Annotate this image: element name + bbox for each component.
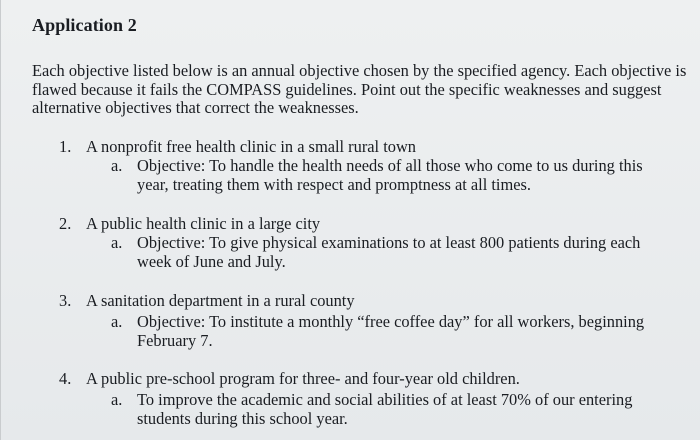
- list-item-1: [59, 137, 679, 156]
- list-item-number: 3.: [59, 291, 72, 310]
- intro-paragraph: Each objective listed below is an annual objective chosen by the specified agency. Each objective is flawed because it fails the COMPASS guidelines. Point out the specific weaknesses and suggest alternative objectives that correct the weaknesses.: [32, 61, 687, 117]
- list-item-title: A nonprofit free health clinic in a small rural town: [86, 137, 416, 156]
- sub-item-text: To improve the academic and social abilities of at least 70% of our entering students during this school year.: [137, 390, 633, 428]
- list-item-number: 1.: [59, 137, 72, 156]
- sub-item-1a: [111, 156, 671, 194]
- list-item-number: 2.: [59, 214, 72, 233]
- list-item-4: [59, 369, 679, 388]
- list-item-3: [59, 291, 679, 310]
- sub-item-text: Objective: To handle the health needs of all those who come to us during this year, treating them with respect and promptness at all times.: [137, 156, 643, 194]
- sub-item-3a: [111, 312, 671, 350]
- list-item-2: [59, 214, 679, 233]
- list-item-title: A sanitation department in a rural county: [86, 291, 355, 310]
- list-item-title: A public pre-school program for three- and four-year old children.: [86, 369, 520, 388]
- sub-item-2a: [111, 233, 671, 271]
- page-title: Application 2: [32, 15, 137, 35]
- list-item-title: A public health clinic in a large city: [86, 214, 321, 233]
- list-item-number: 4.: [59, 369, 72, 388]
- sub-item-text: Objective: To give physical examinations to at least 800 patients during each week of June and July.: [137, 233, 641, 271]
- sub-item-letter: a.: [111, 312, 123, 331]
- sub-item-4a: [111, 390, 671, 428]
- sub-item-letter: a.: [111, 233, 123, 252]
- sub-item-letter: a.: [111, 390, 123, 409]
- sub-item-letter: a.: [111, 156, 123, 175]
- sub-item-text: Objective: To institute a monthly “free coffee day” for all workers, beginning February 7.: [137, 312, 645, 350]
